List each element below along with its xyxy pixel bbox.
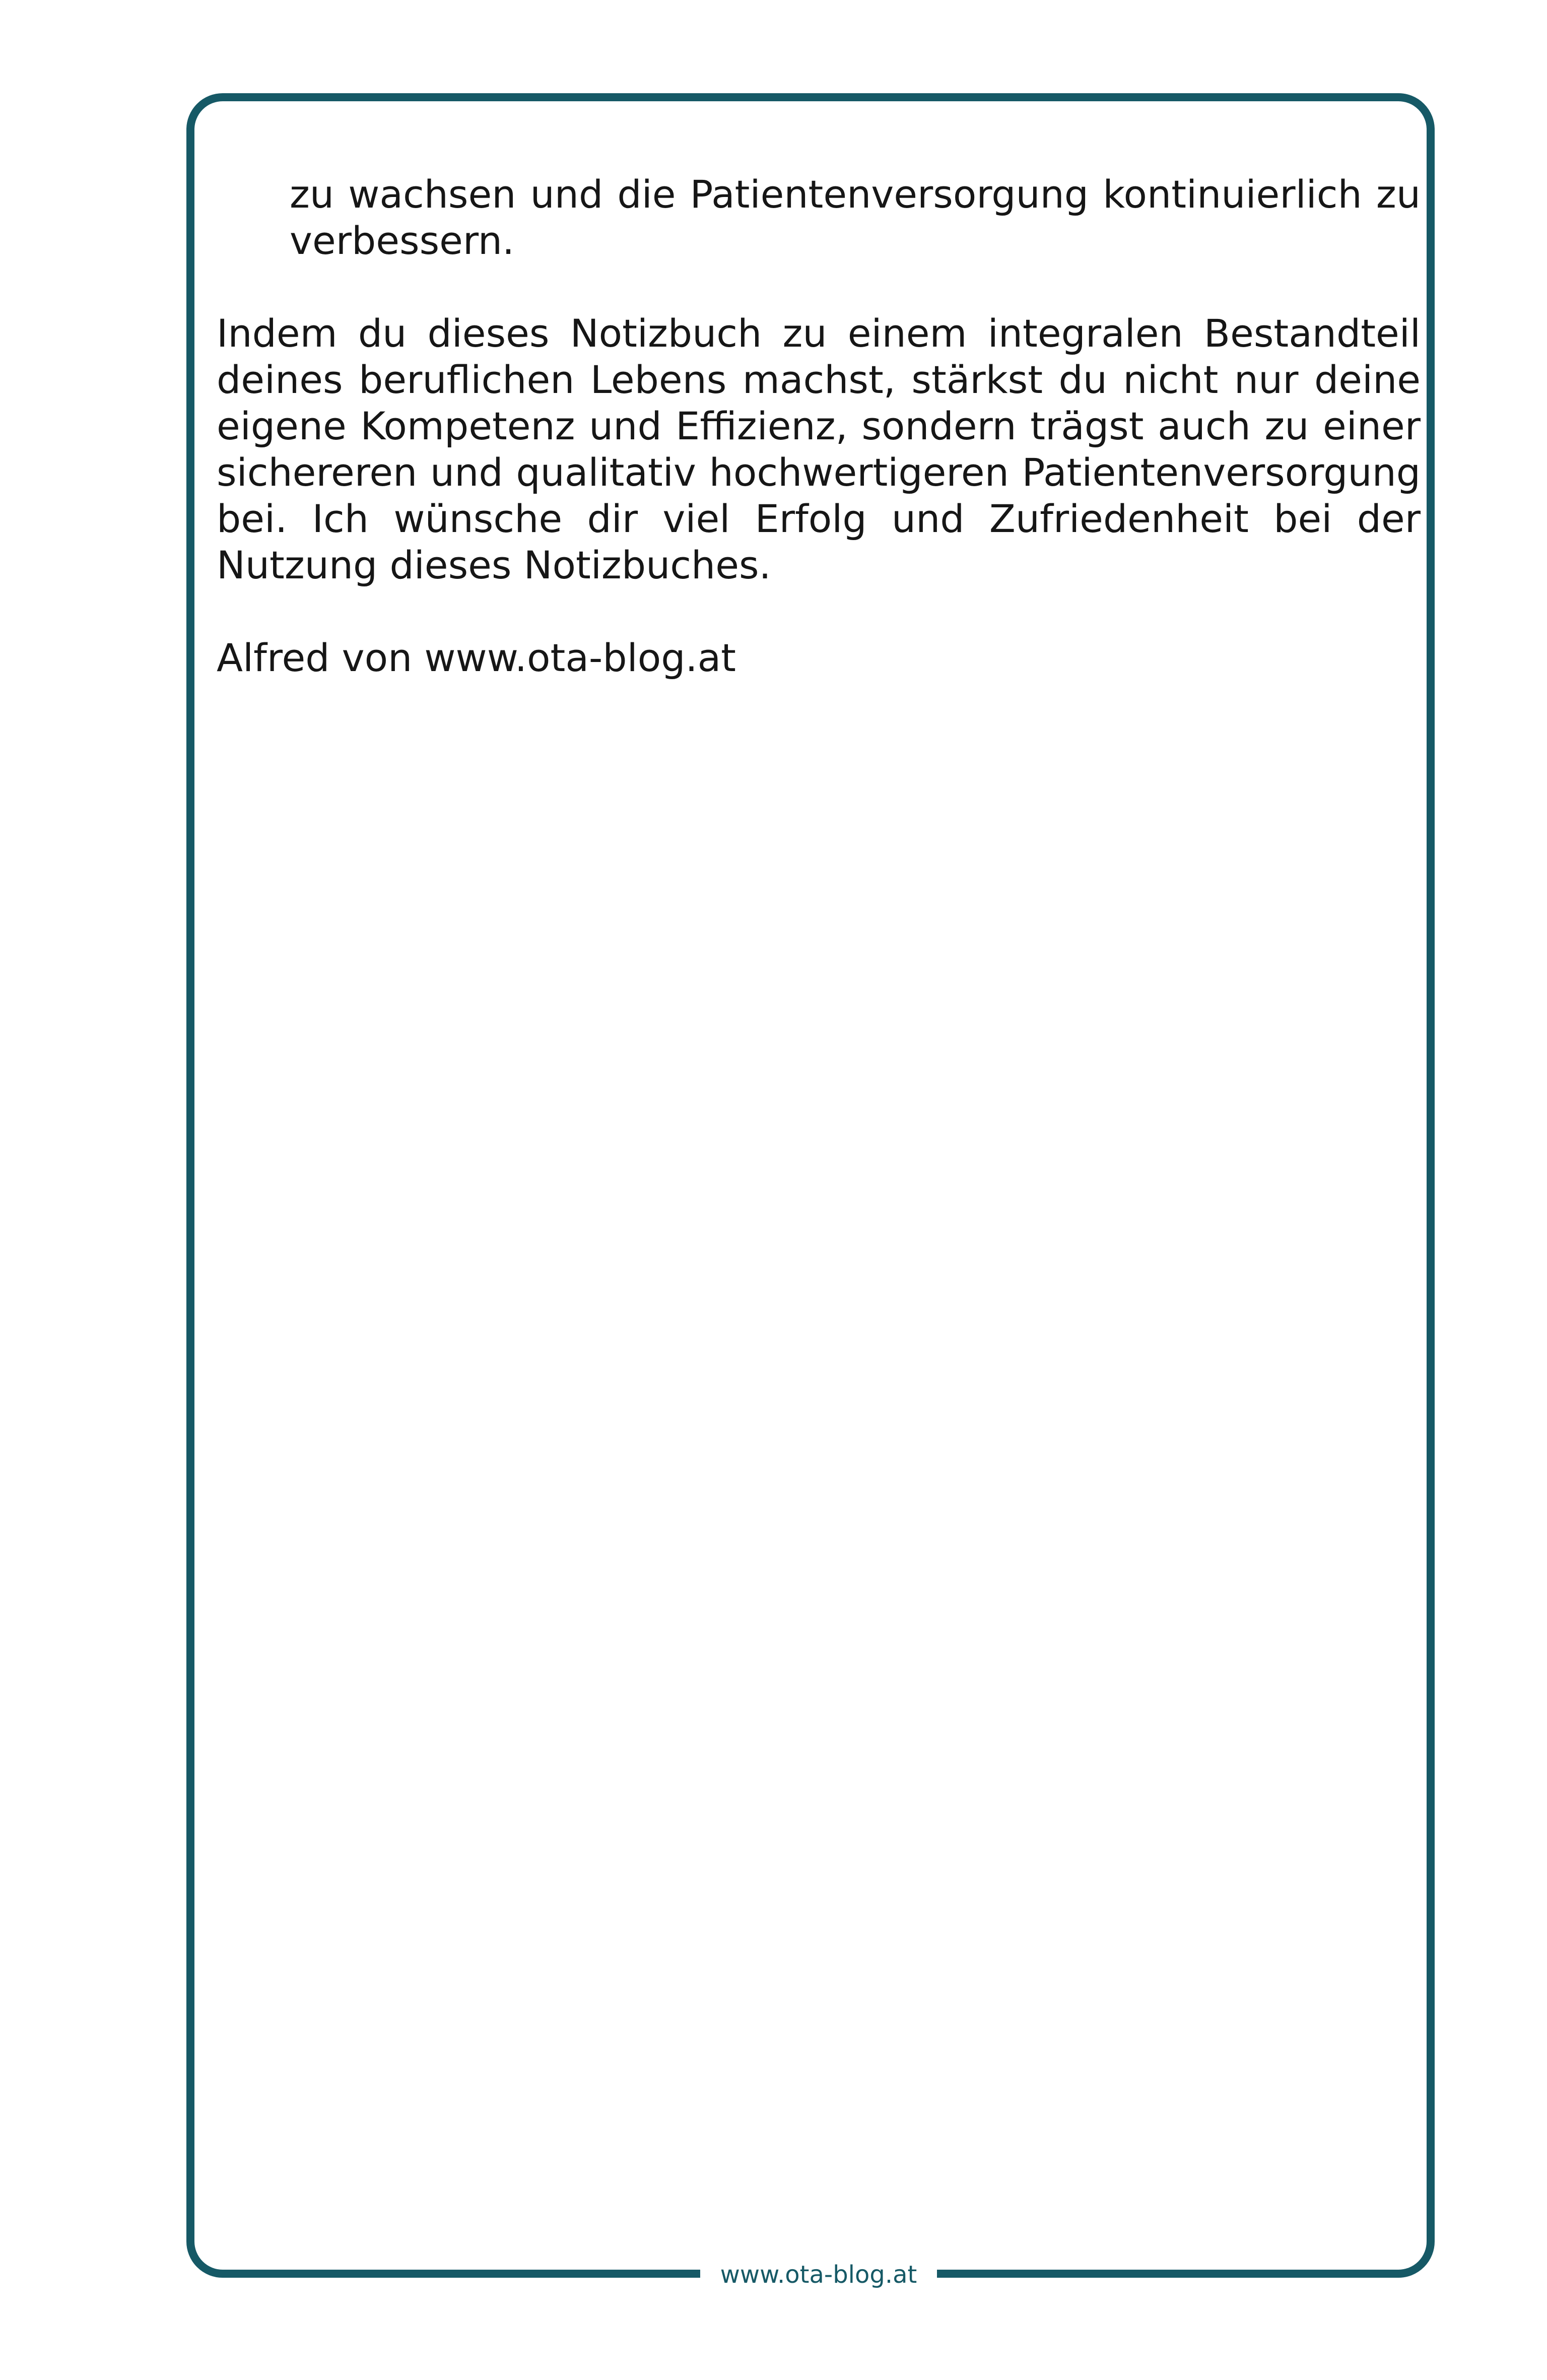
signature: Alfred von www.ota-blog.at <box>217 635 736 680</box>
paragraph-main: Indem du dieses Notizbuch zu einem integralen Bestandteil deines beruflichen Lebens machst, stärkst du nicht nur deine eigene Kompetenz und Effizienz, sondern trägst auch zu einer sichereren und qualitativ hochwertigeren Patientenversorgung bei. Ich wünsche dir viel Erfolg und Zufriedenheit bei der Nutzung dieses Notizbuches. <box>217 311 1421 587</box>
paragraph-continuation: zu wachsen und die Patientenversorgung kontinuierlich zu verbessern. <box>290 172 1421 263</box>
footer-url[interactable]: www.ota-blog.at <box>720 2261 917 2289</box>
page-content <box>217 171 1421 681</box>
